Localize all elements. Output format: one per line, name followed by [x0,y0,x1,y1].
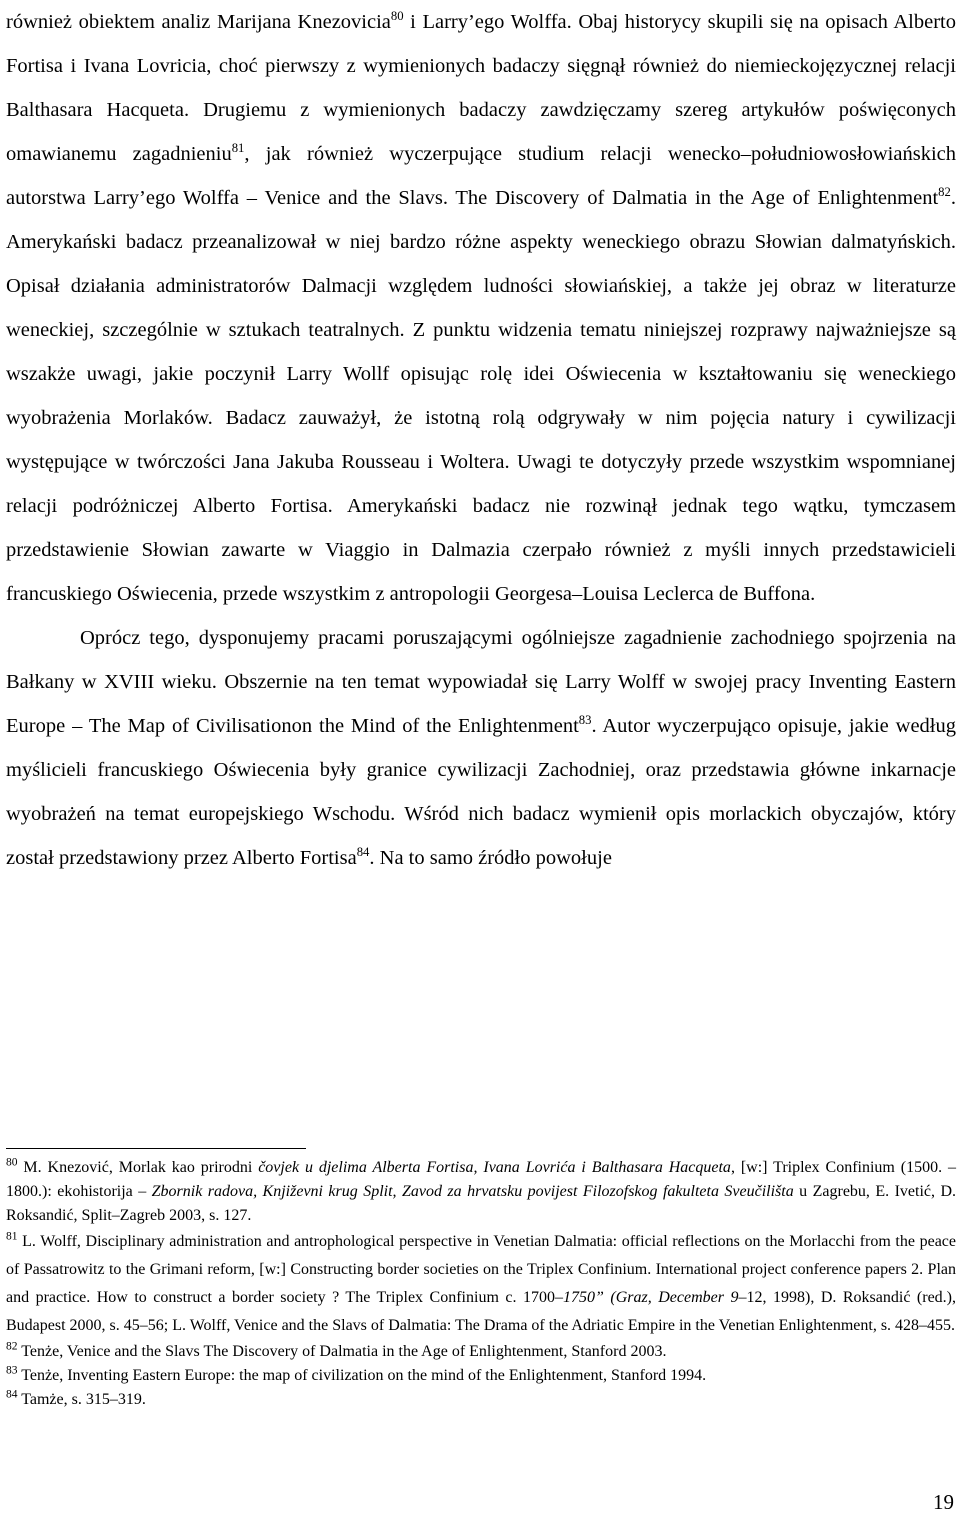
paragraph-text: również obiektem analiz Marijana Knezovicia [6,11,391,33]
footnote-italic-text: čovjek u djelima Alberta Fortisa, Ivana Lovrića i Balthasara Hacqueta [258,1159,731,1176]
paragraph-text: . Amerykański badacz przeanalizował w niej bardzo różne aspekty weneckiego obrazu Słowian dalmatyńskich. Opisał działania administratorów Dalmacji względem ludności słowiańskiej, a także jej obraz w literaturze weneckiej, szczególnie w sztukach teatralnych. Z punktu widzenia tematu niniejszej rozprawy najważniejsze są wszakże uwagi, jakie poczynił Larry Wollf opisując rolę idei Oświecenia w kształtowaniu się weneckiego wyobrażenia Morlaków. Badacz zauważył, że istotną rolą odgrywały w nim pojęcia natury i cywilizacji występujące w twórczości Jana Jakuba Rousseau i Woltera. Uwagi te dotyczyły przede wszystkim wspomnianej relacji podróżniczej Alberto Fortisa. Amerykański badacz nie rozwinął jednak tego wątku, tymczasem przedstawienie Słowian zawarte w Viaggio in Dalmazia czerpało również z myśli innych przedstawicieli francuskiego Oświecenia, przede wszystkim z antropologii Georgesa–Louisa Leclerca de Buffona. [6,187,956,605]
footnote-number: 83 [6,1364,18,1377]
footnote-text: M. Knezović, Morlak kao prirodni [17,1159,259,1176]
footnote-italic-text: 1750” (Graz, December 9 [563,1289,739,1306]
footnote-text: L. Wolff, Disciplinary administration and antrophological perspective in Venetian Dalmatia: official reflections on the Morlacchi from the peace of Passatrowitz to the Grimani reform, [w:] Constructing border societies on the Triplex Confinium. International project conference papers 2. Plan and practice. How to construct a border society ? The Triplex Confinium c. 1700– [6,1233,956,1306]
footnote-ref-82[interactable]: 82 [938,185,951,200]
footnote-ref-84[interactable]: 84 [356,845,370,860]
page-number: 19 [933,1490,954,1514]
footnote-separator [6,1148,306,1149]
footnote-81 [6,1228,956,1340]
footnote-text: –12, 1998), D. Roksandić (red.), Budapest 2000, s. 45–56; L. Wolff, Venice and the Slavs of Dalmatia: The Drama of the Adriatic Empire in the Venetian Enlightenment, s. 428–455. [6,1289,957,1334]
paragraph-1 [6,0,956,616]
footnote-ref-83[interactable]: 83 [578,713,592,728]
footnote-number: 84 [6,1388,18,1401]
footnote-ref-81[interactable]: 81 [231,141,245,156]
footnote-text: Tenże, Inventing Eastern Europe: the map of civilization on the mind of the Enlightenment, Stanford 1994. [17,1367,707,1384]
paragraph-text: . Autor wyczerpująco opisuje, jakie według myślicieli francuskiego Oświecenia były granice cywilizacji Zachodniej, oraz przedstawia główne inkarnacje wyobrażeń na temat europejskiego Wschodu. Wśród nich badacz wymienił opis morlackich obyczajów, który został przedstawiony przez Alberto Fortisa [6,715,956,869]
footnote-number: 82 [6,1340,18,1353]
paragraph-text: Oprócz tego, dysponujemy pracami poruszającymi ogólniejsze zagadnienie zachodniego spojrzenia na Bałkany w XVIII wieku. Obszernie na ten temat wypowiadał się Larry Wolff w swojej pracy Inventing Eastern Europe – The Map of Civilisationon the Mind of the Enlightenment [6,627,956,737]
paragraph-text: . Na to samo źródło powołuje [369,847,612,869]
footnote-text: Tenże, Venice and the Slavs The Discovery of Dalmatia in the Age of Enlightenment, Stanford 2003. [17,1343,667,1360]
paragraph-text: i Larry’ego Wolffa. Obaj historycy skupili się na opisach Alberto Fortisa i Ivana Lovricia, choć pierwszy z wymienionych badaczy sięgnął również do niemieckojęzycznej relacji Balthasara Hacqueta. Drugiemu z wymienionych badaczy zawdzięczamy szereg artykułów poświęconych omawianemu zagadnieniu [6,11,956,165]
footnote-83 [6,1364,956,1388]
footnote-ref-80[interactable]: 80 [390,9,404,24]
footnote-italic-text: Zbornik radova, Književni krug Split, Zavod za hrvatsku povijest Filozofskog fakulteta Sveučilišta [151,1183,794,1200]
paragraph-text: , jak również wyczerpujące studium relacji wenecko–południowosłowiańskich autorstwa Larry’ego Wolffa – Venice and the Slavs. The Discovery of Dalmatia in the Age of Enlightenment [6,143,956,209]
paragraph-2 [6,616,956,880]
footnote-number: 80 [6,1156,18,1169]
footnote-text: , [w:] Triplex Confinium (1500. – 1800.): ekohistorija – [6,1159,957,1200]
footnotes [6,1156,956,1412]
main-text [6,0,956,880]
footnote-number: 81 [6,1230,18,1243]
footnote-82 [6,1340,956,1364]
footnote-80 [6,1156,956,1228]
footnote-text: u Zagrebu, E. Ivetić, D. Roksandić, Split–Zagreb 2003, s. 127. [6,1183,957,1224]
footnote-84 [6,1388,956,1412]
footnote-text: Tamże, s. 315–319. [17,1391,146,1408]
